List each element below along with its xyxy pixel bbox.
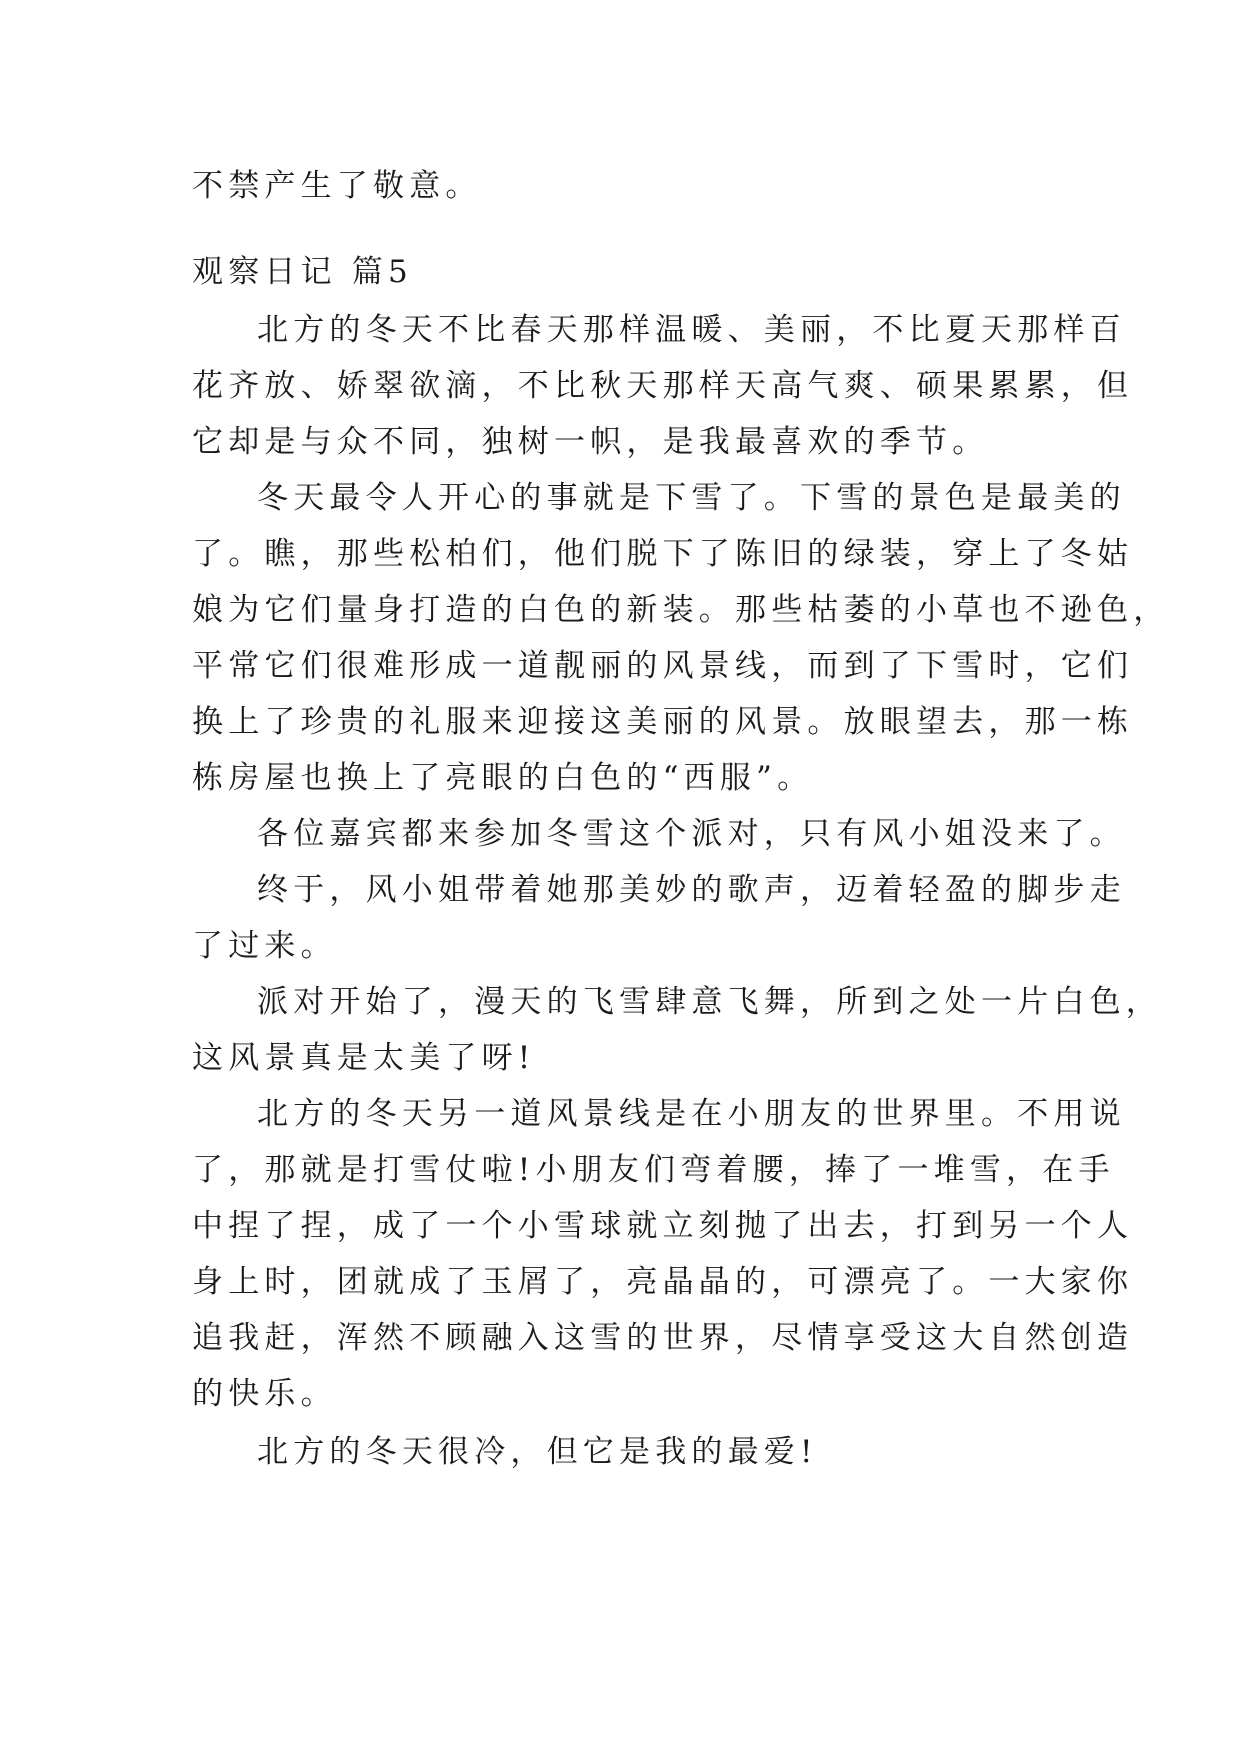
paragraph-line: 花齐放、娇翠欲滴，不比秋天那样天高气爽、硕果累累，但 [192,368,1134,404]
paragraph-line: 北方的冬天另一道风景线是在小朋友的世界里。不用说 [257,1096,1126,1132]
paragraph-line: 了过来。 [192,928,337,964]
paragraph-line: 平常它们很难形成一道靓丽的风景线，而到了下雪时，它们 [192,648,1134,684]
paragraph-line: 冬天最令人开心的事就是下雪了。下雪的景色是最美的 [257,480,1126,516]
paragraph-line: 北方的冬天很冷，但它是我的最爱! [257,1434,818,1470]
paragraph-line: 追我赶，浑然不顾融入这雪的世界，尽情享受这大自然创造 [192,1320,1134,1356]
paragraph-line: 身上时，团就成了玉屑了，亮晶晶的，可漂亮了。一大家你 [192,1264,1134,1300]
paragraph-line: 中捏了捏，成了一个小雪球就立刻抛了出去，打到另一个人 [192,1208,1134,1244]
continuation-text: 不禁产生了敬意。 [192,168,482,204]
paragraph-line: 栋房屋也换上了亮眼的白色的“西服”。 [192,760,814,796]
paragraph-line: 了，那就是打雪仗啦!小朋友们弯着腰，捧了一堆雪，在手 [192,1152,1115,1188]
paragraph-line: 它却是与众不同，独树一帜，是我最喜欢的季节。 [192,424,989,460]
paragraph-line: 换上了珍贵的礼服来迎接这美丽的风景。放眼望去，那一栋 [192,704,1134,740]
paragraph-line: 的快乐。 [192,1376,337,1412]
paragraph-line: 这风景真是太美了呀! [192,1040,536,1076]
paragraph-line: 了。瞧，那些松柏们，他们脱下了陈旧的绿装，穿上了冬姑 [192,536,1134,572]
paragraph-line: 各位嘉宾都来参加冬雪这个派对，只有风小姐没来了。 [257,816,1126,852]
paragraph-line: 北方的冬天不比春天那样温暖、美丽，不比夏天那样百 [257,312,1126,348]
section-heading: 观察日记 篇5 [192,254,413,290]
paragraph-line: 娘为它们量身打造的白色的新装。那些枯萎的小草也不逊色， [192,592,1170,628]
paragraph-line: 派对开始了，漫天的飞雪肆意飞舞，所到之处一片白色， [257,984,1162,1020]
paragraph-line: 终于，风小姐带着她那美妙的歌声，迈着轻盈的脚步走 [257,872,1126,908]
